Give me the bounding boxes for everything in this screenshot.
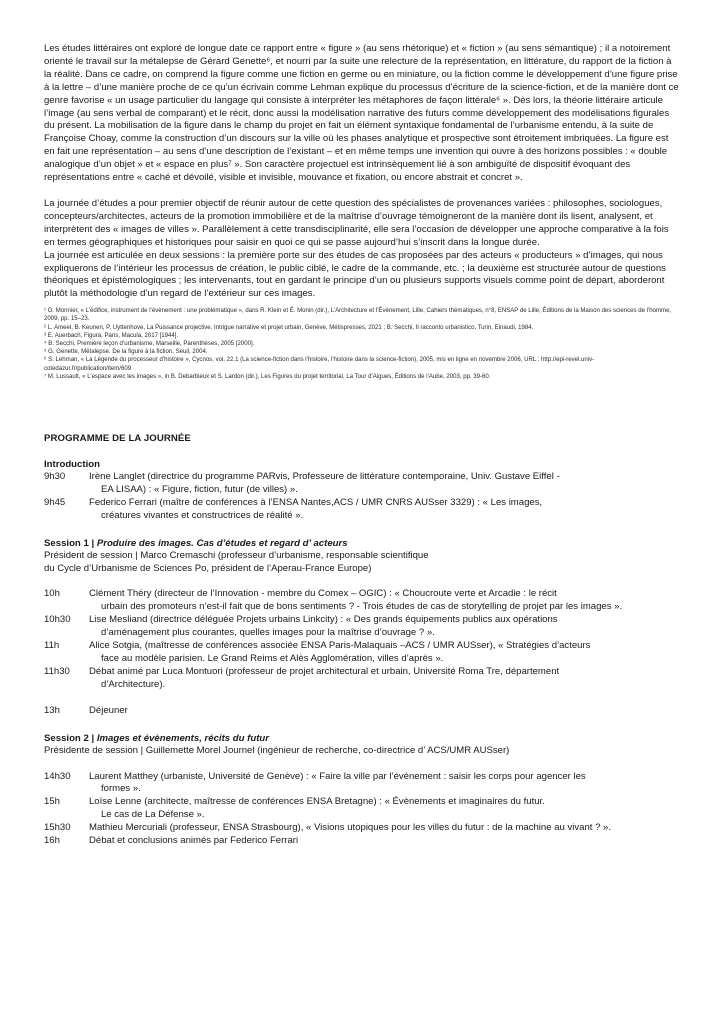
schedule-time: 10h30	[44, 614, 71, 626]
session-2-title	[44, 732, 680, 745]
schedule-text-continued: créatures vivantes et constructrices de réalité ».	[101, 509, 304, 521]
schedule-row	[44, 796, 680, 822]
introduction-title: Introduction	[44, 459, 100, 471]
session-1-chair: Président de session | Marco Cremaschi (professeur d’urbanisme, responsable scientifique	[44, 549, 429, 561]
schedule-text: Loïse Lenne (architecte, maîtresse de conférences ENSA Bretagne) : « Évènements et imaginaires du futur.	[89, 796, 545, 808]
schedule-row	[44, 588, 680, 614]
session-2-name: Images et évènements, récits du futur	[96, 732, 270, 744]
footnotes	[44, 307, 680, 381]
schedule-time: 11h30	[44, 665, 70, 677]
footnote-1: ¹ G. Monnier, « L’édifice, instrument de l’évènement : une problématique », dans R. Klein et É. Monin (dir.), L’Architecture et l’Évènement, Lille, Cahiers thématiques, n°8, ENSAP de Lille, Éditions de la Maison des sciences de l’homme, 2009, pp. 15–23.	[44, 308, 672, 323]
schedule-row	[44, 666, 680, 692]
schedule-text: Clément Théry (directeur de l’Innovation - membre du Comex – OGIC) : « Choucroute verte et Arcadie : le récit	[89, 588, 557, 600]
schedule-row	[44, 614, 680, 640]
schedule-time: 15h	[44, 796, 60, 808]
schedule-text-continued: face au modèle parisien. Le Grand Reims et Alès Agglomération, villes d’après ».	[101, 653, 444, 665]
schedule-text-continued: formes ».	[101, 783, 141, 795]
schedule-text: Federico Ferrari (maître de conférences à l’ENSA Nantes,ACS / UMR CNRS AUSser 3329) : « Les images,	[89, 496, 543, 508]
schedule-text: Irène Langlet (directrice du programme PARvis, Professeure de littérature contemporaine, Univ. Gustave Eiffel -	[89, 471, 560, 483]
schedule-row	[44, 640, 680, 666]
footnote-3: ³ E. Auerbach, Figura, Paris, Macula, 2017 [1944].	[44, 332, 179, 339]
footnote-5: ⁵ G. Genette, Métalepse. De la figure à la fiction, Seuil, 2004.	[44, 349, 208, 356]
schedule-row	[44, 771, 680, 797]
session-2-chair: Présidente de session | Guillemette Morel Journel (ingénieur de recherche, co-directrice d’ ACS/UMR AUSser)	[44, 744, 510, 756]
session-2-section	[44, 732, 680, 848]
intro-paragraph-1: Les études littéraires ont exploré de longue date ce rapport entre « figure » (au sens rhétorique) et « fiction » (au sens sémantique) ; il a notoirement orienté le travail sur la métalepse de Gérard Genette⁶, et nourri par la suite une relecture de la représentation, en littérature, du rapport de la fiction à la réalité. Dans ce cadre, on comprend la figure comme une fiction en germe ou en miniature, ou la fiction comme le développement d’une figure prise à la lettre – d’une manière proche de ce qu’un écrivain comme Lehman explique du processus d’écriture de la science-fiction, et de la manière dont ce genre favorise « un usage particulier du langage qui consiste à interpréter les métaphores de façon littérale⁶ ». Dès lors, la théorie littéraire articule l’image (au sens verbal de comparant) et le récit, donc aussi la modélisation narrative des futurs comme développement des modélisations figurales du présent. La mobilisation de la figure dans le champ du projet en fait un élément syntaxique fondamental de l’urbanisme entendu, à la suite de Françoise Choay, comme la construction d’un discours sur la ville où les phases analytique et prospective sont étroitement imbriquées. La figure est en fait une représentation – au sens d’une description de l’existant – et en même temps une invention qui ouvre à des horizons possibles : « double analogique d’un objet » et « espace en plus⁷ ». Son caractère projectuel est intrinsèquement lié à son ambiguïté de dispositif évoquant des représentations entre « caché et dévoilé, visible et invisible, mouvance et fixation, ou encore abstrait et concret ».	[44, 43, 679, 184]
footnote-4: ⁴ B. Secchi, Première leçon d’urbanisme, Marseille, Parenthèses, 2005 [2000].	[44, 341, 255, 348]
footnote-7: ⁷ M. Lussault, « L’espace avec les images », in B. Debarbieux et S. Lardon (dir.), Les Figures du projet territorial, La Tour d’Aigues, Éditions de l’Aube, 2003, pp. 39-60.	[44, 373, 491, 380]
schedule-time: 9h45	[44, 496, 66, 508]
schedule-text-continued: urbain des promoteurs n’est-il fait que de bons sentiments ? - Trois études de cas de storytelling de projet par les images ».	[101, 601, 623, 613]
schedule-text: Laurent Matthey (urbaniste, Université de Genève) : « Faire la ville par l’évènement : saisir les corps pour agencer les	[89, 770, 586, 782]
schedule-text-continued: d’aménagement plus courantes, quelles images pour la maîtrise d’ouvrage ? ».	[101, 627, 435, 639]
schedule-time: 10h	[44, 588, 60, 600]
intro-paragraph-3: La journée est articulée en deux sessions : la première porte sur des études de cas proposées par des acteurs « producteurs » d’images, qui nous expliquerons de l’intérieur les processus de création, le public ciblé, le cadre de la commande, etc. ; la deuxième est structurée autour de questions théoriques et épistémologiques ; les intervenants, tout en gardant le principe d’un ou plusieurs supports visuels comme point de départ, aborderont plutôt la méthodologie d’un regard de l’extérieur sur ces images.	[44, 249, 666, 300]
session-1-prefix: Session 1 |	[44, 537, 97, 549]
schedule-row	[44, 471, 680, 497]
schedule-text: Débat animé par Luca Montuori (professeur de projet architectural et urbain, Université Roma Tre, département	[89, 665, 560, 677]
schedule-text: Mathieu Mercuriali (professeur, ENSA Strasbourg), « Visions utopiques pour les villes du futur : de la machine au vivant ? ».	[89, 822, 611, 834]
schedule-row	[44, 822, 680, 835]
schedule-row	[44, 835, 680, 848]
introduction-section	[44, 458, 680, 523]
footnote-6: ⁶ S. Lehman, « La Légende du processeur d’histoire », Cycnos, vol. 22.1 (La science-fiction dans l’histoire, l’histoire dans la science-fiction), 2005, mis en ligne en novembre 2006, URL : http://epi-revel.univ-cotedazur.fr/publication/item/609	[44, 357, 595, 372]
programme-title: PROGRAMME DE LA JOURNÉE	[44, 433, 191, 445]
schedule-text-continued: Le cas de La Défense ».	[101, 809, 205, 821]
session-1-title	[44, 537, 680, 550]
lunch-row	[44, 705, 680, 718]
session-2-prefix: Session 2 |	[44, 732, 97, 744]
session-1-chair-continued: du Cycle d’Urbanisme de Sciences Po, président de l’Aperau-France Europe)	[44, 562, 372, 574]
schedule-text: Alice Sotgia, (maîtresse de conférences associée ENSA Paris-Malaquais –ACS / UMR AUSser), « Stratégies d’acteurs	[89, 640, 591, 652]
schedule-time: 16h	[44, 835, 60, 847]
schedule-text-continued: EA LISAA) : « Figure, fiction, futur (de villes) ».	[101, 483, 298, 495]
schedule-time: 9h30	[44, 471, 66, 483]
session-1-name: Produire des images. Cas d’études et regard d’ acteurs	[96, 537, 348, 549]
schedule-text: Débat et conclusions animés par Federico Ferrari	[89, 835, 299, 847]
schedule-time: 11h	[44, 640, 60, 652]
footnote-2: ² L. Ameel, B. Keunen, P. Uyttenhove, La Puissance projective. Intrigue narrative et projet urbain, Genève, Métispresses, 2021 ; B. Secchi, Il racconto urbanistico, Turin, Einaudi, 1984.	[44, 324, 534, 331]
schedule-row	[44, 497, 680, 523]
session-1-section	[44, 537, 680, 718]
schedule-time: 14h30	[44, 770, 71, 782]
lunch-label: Déjeuner	[89, 704, 128, 716]
schedule-text: Lise Mesliand (directrice déléguée Projets urbains Linkcity) : « Des grands équipements publics aux opérations	[89, 614, 558, 626]
schedule-text-continued: d’Architecture).	[101, 678, 166, 690]
intro-paragraph-2: La journée d’études a pour premier objectif de réunir autour de cette question des spécialistes de provenances variées : philosophes, sociologues, concepteurs/architectes, acteurs de la promotion immobilière et de la maîtrise d’ouvrage témoigneront de la manière dont ils lisent, analysent, et interprètent des « images de villes ». Parallèlement à cette transdisciplinarité, elle sera l’occasion de développer une approche comparative à la fois en termes géographiques et historiques pour saisir en quoi ce qui se passe aujourd’hui s’inscrit dans la longue durée.	[44, 197, 669, 248]
lunch-time: 13h	[44, 704, 60, 716]
schedule-time: 15h30	[44, 822, 71, 834]
